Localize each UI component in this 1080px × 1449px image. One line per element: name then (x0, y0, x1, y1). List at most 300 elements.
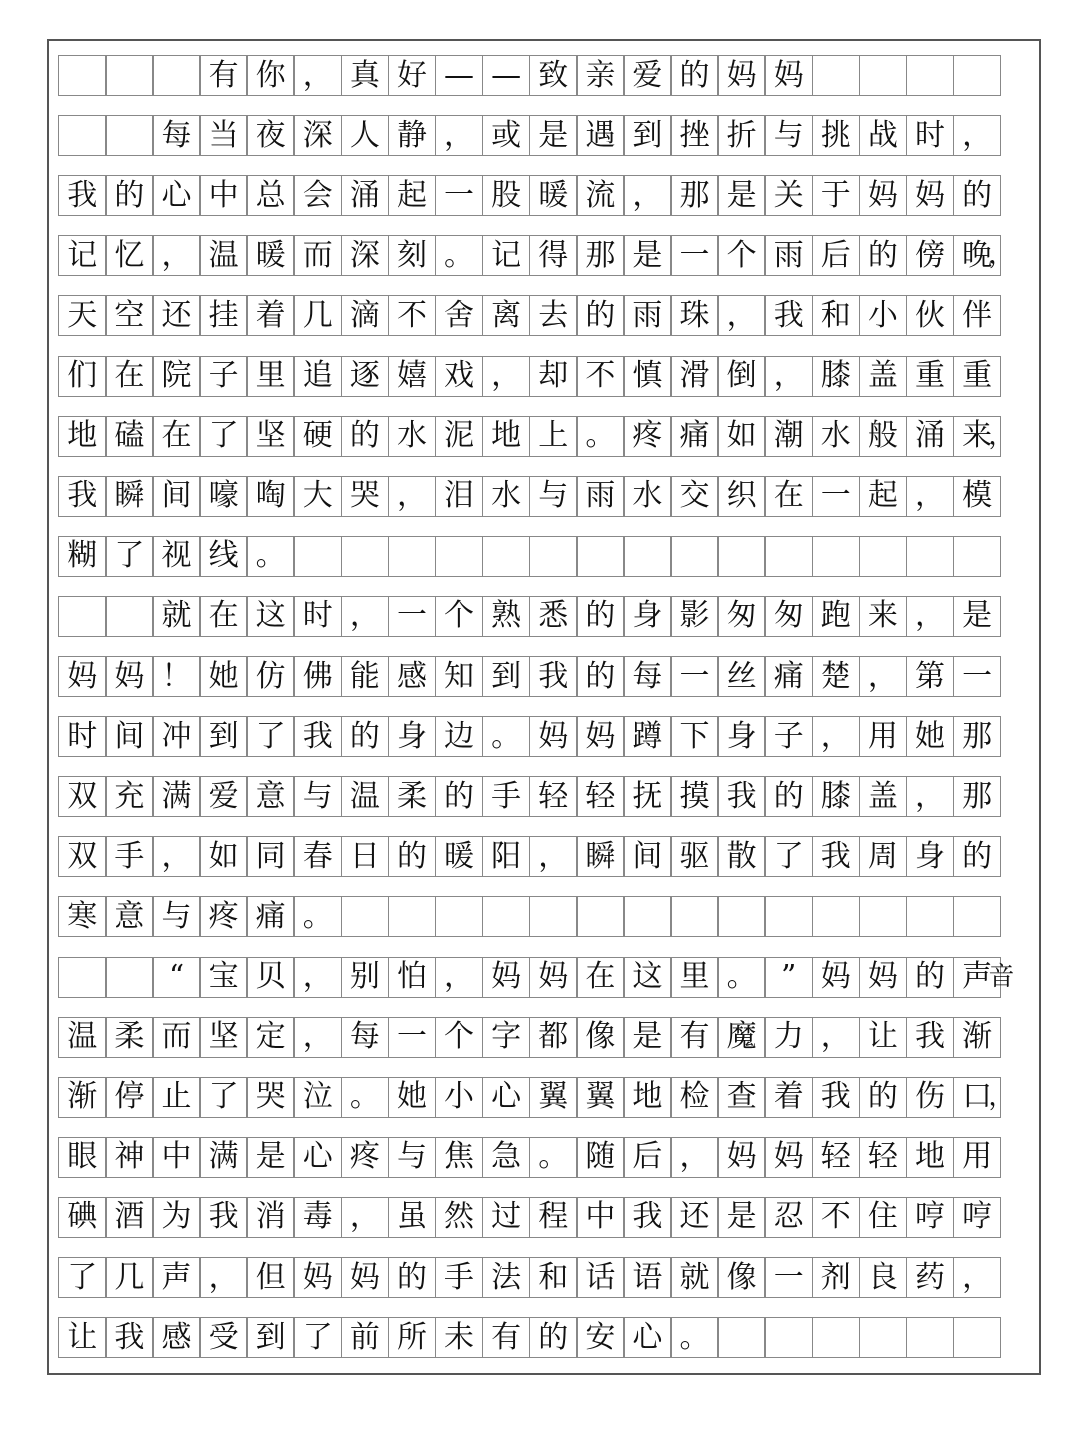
grid-cell: 熟 (482, 596, 531, 637)
grid-cell: 视 (152, 536, 201, 577)
grid-cell: 丝 (717, 656, 766, 697)
grid-cell: 双 (58, 776, 107, 817)
grid-cell: 倒 (717, 356, 766, 397)
grid-cell: 里 (246, 356, 295, 397)
grid-cell: 后 (623, 1137, 672, 1178)
grid-cell: 的 (953, 175, 1002, 216)
grid-cell (859, 896, 908, 937)
grid-cell: 哭 (246, 1077, 295, 1118)
grid-cell: 几 (293, 295, 342, 336)
grid-cell: 心 (482, 1077, 531, 1118)
grid-cell: 离 (482, 295, 531, 336)
grid-cell: 涌 (906, 416, 955, 457)
grid-cell: 你 (246, 55, 295, 96)
essay-line (58, 536, 1000, 577)
grid-cell: 地 (58, 416, 107, 457)
grid-cell: 日 (341, 836, 390, 877)
grid-cell: 有 (482, 1317, 531, 1358)
grid-cell: 让 (58, 1317, 107, 1358)
grid-cell: 来 (859, 596, 908, 637)
grid-cell: 阳 (482, 836, 531, 877)
grid-cell: 的 (859, 235, 908, 276)
grid-cell: 盖 (859, 776, 908, 817)
grid-cell: 伤 (906, 1077, 955, 1118)
grid-cell: 交 (670, 476, 719, 517)
essay-line (58, 476, 1000, 517)
essay-line (58, 55, 1000, 96)
grid-cell: ， (152, 836, 201, 877)
grid-cell: 仿 (246, 656, 295, 697)
grid-cell: 满 (199, 1137, 248, 1178)
grid-cell: 哭 (341, 476, 390, 517)
grid-cell: 夜 (246, 115, 295, 156)
grid-cell (576, 536, 625, 577)
grid-cell (812, 536, 861, 577)
grid-cell (341, 536, 390, 577)
grid-cell: 重 (906, 356, 955, 397)
grid-cell: 妈 (482, 957, 531, 998)
grid-cell: 妈 (529, 957, 578, 998)
grid-cell: 有 (199, 55, 248, 96)
essay-line (58, 776, 1000, 817)
grid-cell: 大 (293, 476, 342, 517)
grid-cell: 口 ， (953, 1077, 1002, 1118)
grid-cell: 。 (293, 896, 342, 937)
grid-cell: ， (859, 656, 908, 697)
grid-cell: 如 (717, 416, 766, 457)
grid-cell: 总 (246, 175, 295, 216)
grid-cell: 哼 (906, 1197, 955, 1238)
grid-cell: 珠 (670, 295, 719, 336)
grid-cell: 痛 (246, 896, 295, 937)
grid-cell: 坚 (199, 1017, 248, 1058)
grid-cell: 当 (199, 115, 248, 156)
grid-cell: 匆 (717, 596, 766, 637)
grid-cell (764, 896, 813, 937)
grid-cell: 戏 (435, 356, 484, 397)
grid-cell: 但 (246, 1257, 295, 1298)
grid-cell: 水 (623, 476, 672, 517)
grid-cell: 记 (58, 235, 107, 276)
grid-cell: 声 (152, 1257, 201, 1298)
grid-cell: 哼 (953, 1197, 1002, 1238)
grid-cell: 得 (529, 235, 578, 276)
grid-cell (482, 536, 531, 577)
grid-cell: 摸 (670, 776, 719, 817)
grid-cell: 了 (199, 416, 248, 457)
grid-cell: 雨 (576, 476, 625, 517)
grid-cell: 周 (859, 836, 908, 877)
grid-cell: 像 (717, 1257, 766, 1298)
grid-cell: 时 (58, 716, 107, 757)
grid-cell: 地 (482, 416, 531, 457)
essay-line (58, 716, 1000, 757)
grid-cell: 个 (435, 1017, 484, 1058)
grid-cell: 就 (152, 596, 201, 637)
grid-cell: 妈 (717, 55, 766, 96)
grid-cell: 的 (576, 596, 625, 637)
grid-cell: 时 (293, 596, 342, 637)
grid-cell: 一 (388, 1017, 437, 1058)
essay-line (58, 1017, 1000, 1058)
grid-cell: 为 (152, 1197, 201, 1238)
grid-cell: 妈 (576, 716, 625, 757)
grid-cell: 每 (341, 1017, 390, 1058)
grid-cell (906, 1317, 955, 1358)
grid-cell: 边 (435, 716, 484, 757)
grid-cell: 那 (953, 716, 1002, 757)
grid-cell: 那 (953, 776, 1002, 817)
grid-cell: 深 (341, 235, 390, 276)
grid-cell: 泪 (435, 476, 484, 517)
grid-cell: 毒 (293, 1197, 342, 1238)
grid-cell (105, 957, 154, 998)
grid-cell: 有 (670, 1017, 719, 1058)
grid-cell: 而 (152, 1017, 201, 1058)
grid-cell: 硬 (293, 416, 342, 457)
grid-cell: 那 (576, 235, 625, 276)
grid-cell: 一 (812, 476, 861, 517)
grid-cell: 忍 (764, 1197, 813, 1238)
essay-line (58, 836, 1000, 877)
grid-cell (764, 536, 813, 577)
grid-cell: 满 (152, 776, 201, 817)
grid-cell: 潮 (764, 416, 813, 457)
grid-cell (717, 536, 766, 577)
grid-cell: 的 (341, 716, 390, 757)
grid-cell: 佛 (293, 656, 342, 697)
grid-cell (341, 896, 390, 937)
grid-cell (529, 896, 578, 937)
grid-cell: 是 (246, 1137, 295, 1178)
grid-cell: 静 (388, 115, 437, 156)
grid-cell: 每 (623, 656, 672, 697)
grid-cell: ， (953, 1257, 1002, 1298)
grid-cell: 忆 (105, 235, 154, 276)
grid-cell: 坚 (246, 416, 295, 457)
grid-cell: 所 (388, 1317, 437, 1358)
grid-cell: 的 (953, 836, 1002, 877)
grid-cell (953, 1317, 1002, 1358)
essay-line (58, 896, 1000, 937)
grid-cell: 妈 (812, 957, 861, 998)
grid-cell: ， (812, 716, 861, 757)
grid-cell: 痛 (764, 656, 813, 697)
grid-cell: 与 (764, 115, 813, 156)
grid-cell: 追 (293, 356, 342, 397)
grid-cell (435, 896, 484, 937)
essay-line (58, 356, 1000, 397)
grid-cell: 水 (812, 416, 861, 457)
grid-cell: ， (293, 957, 342, 998)
grid-cell: ， (953, 115, 1002, 156)
grid-cell: 散 (717, 836, 766, 877)
grid-cell: 意 (246, 776, 295, 817)
grid-cell: 我 (58, 476, 107, 517)
grid-cell: 。 (576, 416, 625, 457)
grid-cell: 身 (906, 836, 955, 877)
grid-cell: 和 (812, 295, 861, 336)
grid-cell: 院 (152, 356, 201, 397)
grid-cell: 与 (529, 476, 578, 517)
grid-cell (388, 896, 437, 937)
grid-cell: 渐 (953, 1017, 1002, 1058)
grid-cell: 泣 (293, 1077, 342, 1118)
grid-cell: 妈 (859, 175, 908, 216)
grid-cell: 感 (152, 1317, 201, 1358)
essay-line (58, 175, 1000, 216)
grid-cell: 模 (953, 476, 1002, 517)
grid-cell: “ (152, 957, 201, 998)
grid-cell: 充 (105, 776, 154, 817)
grid-cell: 中 (152, 1137, 201, 1178)
grid-cell: 春 (293, 836, 342, 877)
grid-cell: 是 (953, 596, 1002, 637)
grid-cell: 妈 (529, 716, 578, 757)
grid-cell: 的 (105, 175, 154, 216)
essay-line (58, 235, 1000, 276)
grid-cell: 泥 (435, 416, 484, 457)
grid-cell: 冲 (152, 716, 201, 757)
grid-cell: 到 (246, 1317, 295, 1358)
grid-cell: 一 (435, 175, 484, 216)
grid-cell: 。 (246, 536, 295, 577)
grid-cell: 天 (58, 295, 107, 336)
grid-cell: 。 (717, 957, 766, 998)
grid-cell: 宝 (199, 957, 248, 998)
grid-cell: 。 (670, 1317, 719, 1358)
grid-cell: 个 (435, 596, 484, 637)
grid-cell (58, 55, 107, 96)
grid-cell: 心 (623, 1317, 672, 1358)
grid-cell: 人 (341, 115, 390, 156)
grid-cell: 寒 (58, 896, 107, 937)
grid-cell: 是 (623, 235, 672, 276)
grid-cell (482, 896, 531, 937)
grid-cell (859, 536, 908, 577)
grid-cell: 轻 (859, 1137, 908, 1178)
grid-cell: 声 音 (953, 957, 1002, 998)
grid-cell: 虽 (388, 1197, 437, 1238)
grid-cell: 知 (435, 656, 484, 697)
grid-cell (812, 55, 861, 96)
grid-cell: 都 (529, 1017, 578, 1058)
grid-cell: 起 (388, 175, 437, 216)
grid-cell: 的 (906, 957, 955, 998)
grid-cell: 手 (105, 836, 154, 877)
grid-cell: ， (529, 836, 578, 877)
grid-cell: 在 (152, 416, 201, 457)
essay-line (58, 1137, 1000, 1178)
grid-cell: 是 (623, 1017, 672, 1058)
grid-cell (623, 536, 672, 577)
grid-cell (953, 55, 1002, 96)
grid-cell: 碘 (58, 1197, 107, 1238)
grid-cell: 挑 (812, 115, 861, 156)
grid-cell: 和 (529, 1257, 578, 1298)
grid-cell: ， (812, 1017, 861, 1058)
grid-cell: 滑 (670, 356, 719, 397)
grid-cell: 着 (764, 1077, 813, 1118)
grid-cell (670, 896, 719, 937)
grid-cell (58, 115, 107, 156)
grid-cell: 着 (246, 295, 295, 336)
grid-cell (58, 957, 107, 998)
grid-cell: 瞬 (105, 476, 154, 517)
grid-cell: 同 (246, 836, 295, 877)
grid-cell (953, 896, 1002, 937)
grid-cell (105, 596, 154, 637)
grid-cell: ， (435, 957, 484, 998)
grid-cell: 了 (58, 1257, 107, 1298)
grid-cell: ， (906, 476, 955, 517)
grid-cell: 柔 (105, 1017, 154, 1058)
grid-cell: 个 (717, 235, 766, 276)
grid-cell: 的 (435, 776, 484, 817)
grid-cell: 疼 (623, 416, 672, 457)
grid-cell (812, 896, 861, 937)
grid-cell: 水 (482, 476, 531, 517)
grid-cell: 我 (906, 1017, 955, 1058)
grid-cell: 中 (576, 1197, 625, 1238)
grid-cell: 了 (764, 836, 813, 877)
grid-cell: 驱 (670, 836, 719, 877)
grid-cell: 我 (717, 776, 766, 817)
grid-cell: 用 (953, 1137, 1002, 1178)
grid-cell: ， (670, 1137, 719, 1178)
grid-cell: 翼 (529, 1077, 578, 1118)
grid-cell: 亲 (576, 55, 625, 96)
grid-cell: 不 (812, 1197, 861, 1238)
essay-line (58, 596, 1000, 637)
grid-cell: 般 (859, 416, 908, 457)
grid-cell: 于 (812, 175, 861, 216)
grid-cell: 让 (859, 1017, 908, 1058)
grid-cell: 妈 (764, 1137, 813, 1178)
grid-cell: 后 (812, 235, 861, 276)
grid-cell: ， (764, 356, 813, 397)
grid-cell: 深 (293, 115, 342, 156)
grid-cell: 的 (388, 1257, 437, 1298)
grid-cell: 贝 (246, 957, 295, 998)
grid-cell: 程 (529, 1197, 578, 1238)
grid-cell: 里 (670, 957, 719, 998)
grid-cell: 我 (764, 295, 813, 336)
grid-cell: ， (341, 1197, 390, 1238)
grid-cell: 一 (953, 656, 1002, 697)
grid-cell: 然 (435, 1197, 484, 1238)
grid-cell (953, 536, 1002, 577)
grid-cell: 起 (859, 476, 908, 517)
grid-cell (105, 55, 154, 96)
grid-cell: 能 (341, 656, 390, 697)
grid-cell: 慎 (623, 356, 672, 397)
grid-cell: 痛 (670, 416, 719, 457)
grid-cell (764, 1317, 813, 1358)
grid-cell: 话 (576, 1257, 625, 1298)
grid-cell: 子 (764, 716, 813, 757)
grid-cell: 我 (293, 716, 342, 757)
grid-cell: 中 (199, 175, 248, 216)
grid-cell: 用 (859, 716, 908, 757)
grid-cell: 重 (953, 356, 1002, 397)
grid-cell: 的 (388, 836, 437, 877)
grid-cell: 去 (529, 295, 578, 336)
grid-cell: 我 (812, 1077, 861, 1118)
grid-cell: 过 (482, 1197, 531, 1238)
grid-cell: 的 (529, 1317, 578, 1358)
grid-cell: 暖 (435, 836, 484, 877)
grid-cell: 在 (764, 476, 813, 517)
grid-cell: 致 (529, 55, 578, 96)
grid-cell: 前 (341, 1317, 390, 1358)
grid-cell: 了 (105, 536, 154, 577)
grid-cell: 如 (199, 836, 248, 877)
grid-cell: ， (435, 115, 484, 156)
grid-cell: 我 (812, 836, 861, 877)
grid-cell: ” (764, 957, 813, 998)
grid-cell: 糊 (58, 536, 107, 577)
grid-cell: 。 (529, 1137, 578, 1178)
grid-cell: ， (199, 1257, 248, 1298)
grid-cell: ， (906, 776, 955, 817)
grid-cell: 间 (152, 476, 201, 517)
grid-cell: 水 (388, 416, 437, 457)
grid-cell: 我 (623, 1197, 672, 1238)
grid-cell: ！ (152, 656, 201, 697)
grid-cell: 妈 (105, 656, 154, 697)
grid-cell: 在 (199, 596, 248, 637)
grid-cell: ， (152, 235, 201, 276)
grid-cell: 的 (576, 656, 625, 697)
grid-cell: 刻 (388, 235, 437, 276)
grid-cell: 妈 (58, 656, 107, 697)
grid-cell (717, 896, 766, 937)
grid-cell: 随 (576, 1137, 625, 1178)
grid-cell: 匆 (764, 596, 813, 637)
grid-cell: 安 (576, 1317, 625, 1358)
grid-cell: — (482, 55, 531, 96)
grid-cell (388, 536, 437, 577)
grid-cell: 双 (58, 836, 107, 877)
grid-cell: ， (388, 476, 437, 517)
grid-cell: — (435, 55, 484, 96)
grid-cell (812, 1317, 861, 1358)
grid-cell: ， (906, 596, 955, 637)
grid-cell: 意 (105, 896, 154, 937)
grid-cell: 消 (246, 1197, 295, 1238)
grid-cell: 药 (906, 1257, 955, 1298)
grid-cell: 温 (341, 776, 390, 817)
grid-cell: 跑 (812, 596, 861, 637)
grid-cell: 来 ， (953, 416, 1002, 457)
essay-line (58, 1317, 1000, 1358)
grid-cell (105, 115, 154, 156)
grid-cell: 像 (576, 1017, 625, 1058)
grid-cell: 关 (764, 175, 813, 216)
essay-line (58, 416, 1000, 457)
grid-cell: 楚 (812, 656, 861, 697)
grid-cell: 妈 (293, 1257, 342, 1298)
grid-cell: 流 (576, 175, 625, 216)
grid-cell: 心 (152, 175, 201, 216)
grid-cell: 语 (623, 1257, 672, 1298)
grid-cell: 了 (199, 1077, 248, 1118)
grid-cell: 急 (482, 1137, 531, 1178)
grid-cell: 膝 (812, 356, 861, 397)
grid-cell: 时 (906, 115, 955, 156)
essay-line (58, 1257, 1000, 1298)
